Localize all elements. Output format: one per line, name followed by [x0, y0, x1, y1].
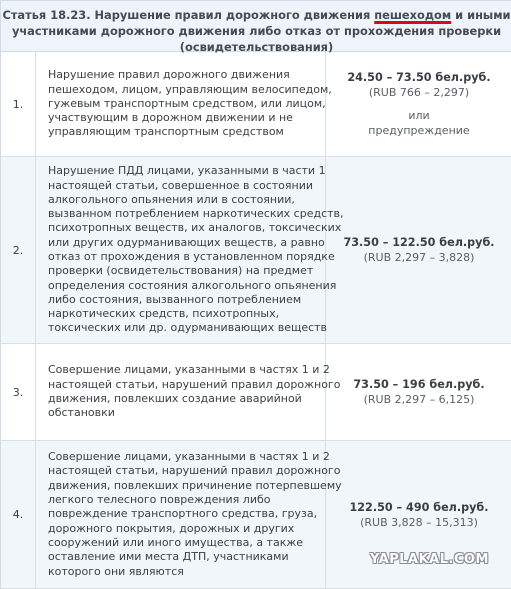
fine-rub: (RUB 3,828 – 15,313) — [360, 515, 478, 529]
header-line-2: участниками дорожного движения либо отказ от прохождения проверки — [11, 24, 502, 38]
desc-line: настоящей статьи, нарушений правил дорожного — [48, 464, 341, 478]
desc-line: Совершение лицами, указанными в частях 1 и 2 — [48, 450, 330, 464]
desc-line: алкогольного опьянения или в состоянии, — [48, 192, 295, 206]
desc-line: пешеходом, лицом, управляющим велосипедом, — [48, 82, 332, 96]
desc-line: Нарушение правил дорожного движения — [48, 68, 290, 82]
desc-line: наркотических средств, психотропных, — [48, 307, 280, 321]
highlighted-word: пешеходом — [374, 8, 452, 22]
row-number: 3. — [1, 344, 36, 440]
desc-line: вызванном потреблением наркотических средств, — [48, 207, 344, 221]
header-line-1 — [1, 7, 511, 23]
row-description — [36, 344, 341, 440]
desc-line: оставление ими места ДТП, участниками — [48, 550, 289, 564]
row-number: 2. — [1, 157, 36, 343]
row-penalty — [326, 52, 511, 156]
table-row — [1, 157, 511, 344]
desc-line: отказ от прохождения в установленном порядке — [48, 250, 335, 263]
or-text: или — [408, 109, 430, 122]
fine-rub: (RUB 2,297 – 3,828) — [363, 251, 475, 264]
desc-line: настоящей статьи, нарушений правил дорожного — [48, 377, 341, 391]
desc-line: Совершение лицами, указанными в частях 1 и 2 — [48, 363, 330, 377]
desc-line: легкого телесного повреждения либо — [48, 493, 271, 507]
row-number: 1. — [1, 52, 36, 156]
fine-rub: (RUB 766 – 2,297) — [368, 86, 470, 99]
desc-line: определения состояния алкогольного опьянения — [48, 278, 337, 292]
desc-line: обстановки — [48, 406, 115, 420]
desc-line: Нарушение ПДД лицами, указанными в части 1 — [48, 164, 326, 178]
desc-line: управляющим транспортным средством — [48, 125, 284, 139]
desc-line: движения, повлекших причинение потерпевшему — [48, 478, 342, 492]
desc-line: проверки (освидетельствования) на предмет — [48, 264, 314, 278]
row-number: 4. — [1, 441, 36, 588]
row-penalty — [326, 344, 511, 440]
desc-line: участвующим в дорожном движении и не — [48, 111, 293, 125]
desc-line: гужевым транспортным средством, или лицом, — [48, 96, 326, 110]
row-penalty — [326, 157, 511, 343]
fine-amount: 73.50 – 122.50 бел.руб. — [343, 236, 495, 249]
fine-amount: 24.50 – 73.50 бел.руб. — [347, 71, 491, 84]
fine-amount: 73.50 – 196 бел.руб. — [353, 378, 485, 391]
desc-line: повреждение транспортного средства, груза, — [48, 507, 318, 521]
table-row — [1, 344, 511, 441]
header-line-3: (освидетельствования) — [179, 40, 334, 54]
row-description — [36, 441, 342, 588]
row-description — [36, 157, 344, 343]
desc-line: сооружений или иного имущества, а также — [48, 535, 304, 549]
site-watermark: YAPLAKAL.COM — [370, 552, 489, 567]
warning-text: предупреждение — [368, 124, 470, 137]
desc-line: токсических или др. одурманивающих веществ — [48, 321, 328, 335]
desc-line: или других одурманивающих веществ, а равно — [48, 235, 325, 249]
desc-line: психотропных веществ, их аналогов, токсических — [48, 221, 342, 235]
table-header — [1, 0, 511, 52]
desc-line: либо состояния, вызванного потреблением — [48, 292, 302, 306]
fine-amount: 122.50 – 490 бел.руб. — [349, 500, 489, 514]
desc-line: движения, повлекших создание аварийной — [48, 392, 302, 405]
table-row — [1, 52, 511, 157]
desc-line: дорожного покрытия, дорожных и других — [48, 521, 295, 535]
fine-rub: (RUB 2,297 – 6,125) — [363, 393, 475, 406]
row-description — [36, 52, 332, 156]
header-text: Статья 18.23. Нарушение правил дорожного движения — [2, 8, 375, 22]
desc-line: которого они являются — [48, 564, 184, 578]
header-text-end: и иными — [451, 8, 511, 22]
desc-line: настоящей статьи, совершенное в состоянии — [48, 178, 314, 192]
